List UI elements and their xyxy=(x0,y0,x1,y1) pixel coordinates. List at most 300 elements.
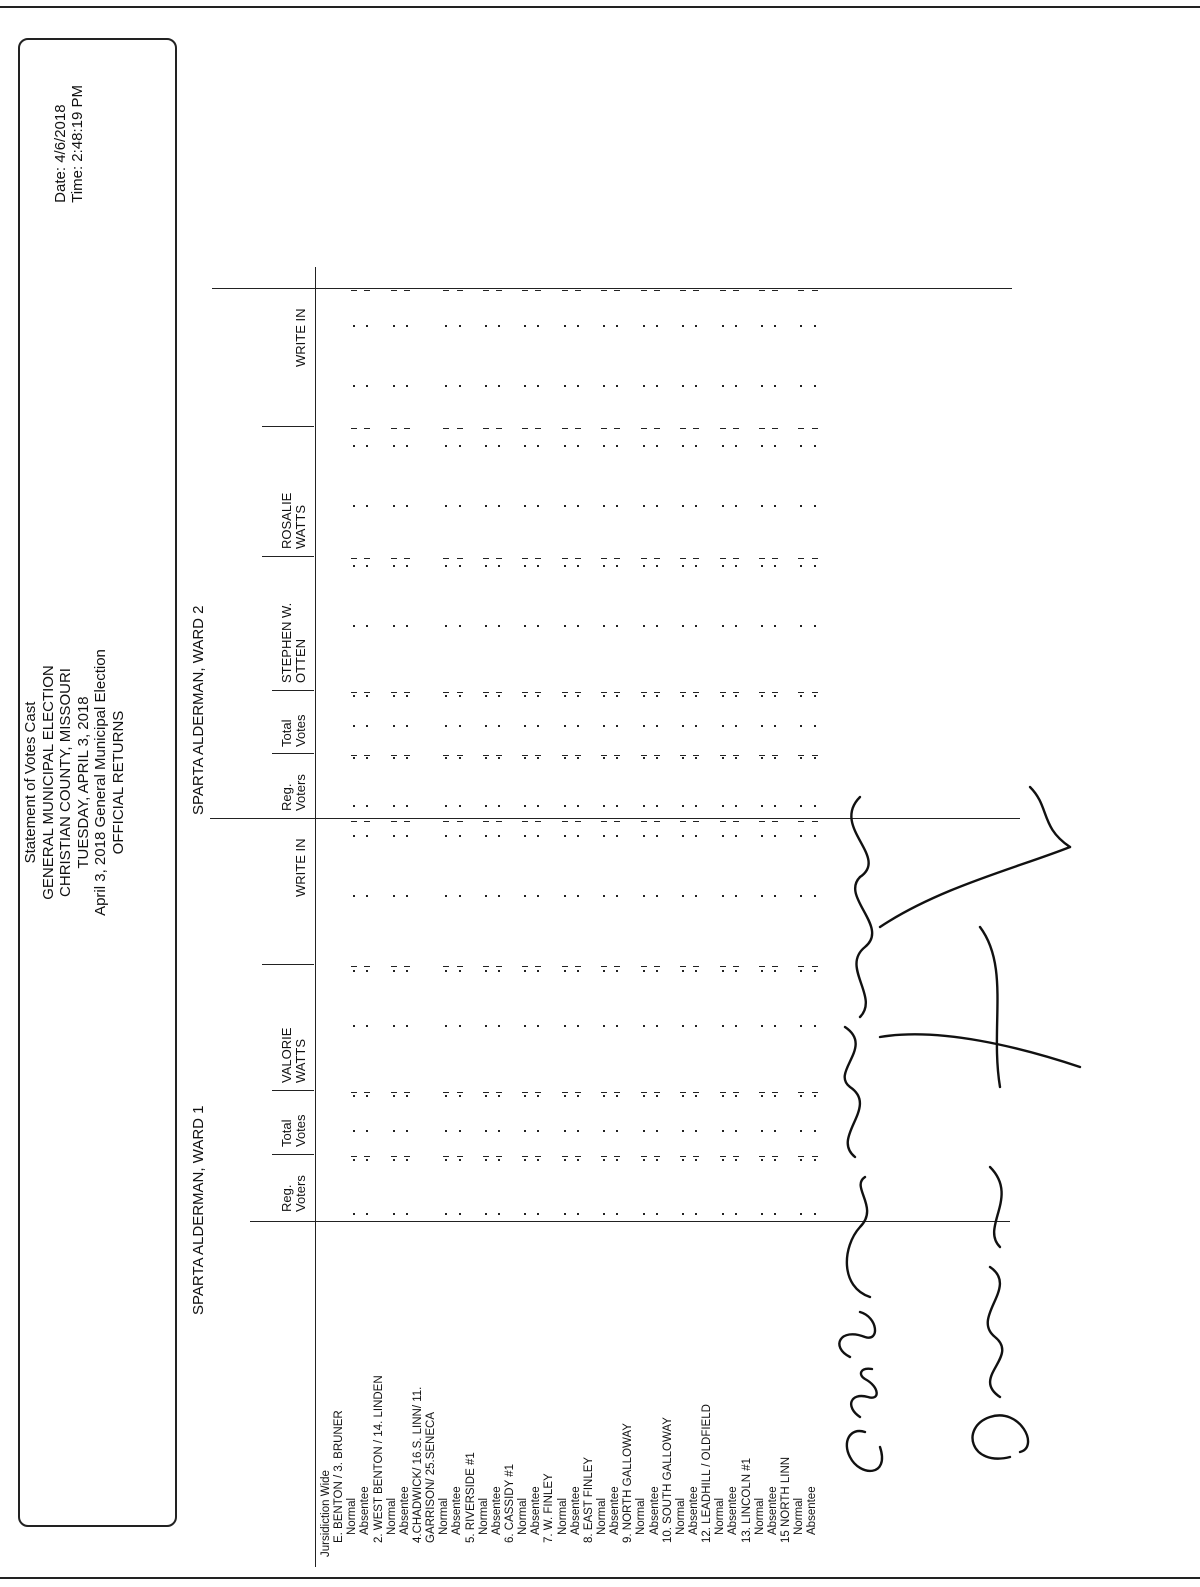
cell-tick xyxy=(364,692,370,693)
cell-tick xyxy=(733,1092,739,1093)
cell-dot xyxy=(656,505,658,507)
cell-dot xyxy=(761,325,763,327)
row-label: GARRISON/ 25.SENECA xyxy=(425,1411,438,1543)
cell-tick xyxy=(522,558,528,559)
cell-dot xyxy=(682,325,684,327)
cell-tick xyxy=(798,428,804,429)
cell-dot xyxy=(603,1095,605,1097)
cell-dot xyxy=(406,625,408,627)
cell-dot xyxy=(695,757,697,759)
cell-dot xyxy=(353,1095,355,1097)
cell-tick xyxy=(443,290,449,291)
cell-tick xyxy=(404,428,410,429)
cell-tick xyxy=(772,1092,778,1093)
cell-tick xyxy=(772,692,778,693)
cell-dot xyxy=(814,970,816,972)
cell-tick xyxy=(733,558,739,559)
cell-tick xyxy=(812,966,818,967)
cell-tick xyxy=(457,1092,463,1093)
cell-dot xyxy=(682,835,684,837)
cell-dot xyxy=(353,970,355,972)
cell-tick xyxy=(733,1156,739,1157)
cell-dot xyxy=(577,325,579,327)
cell-tick xyxy=(457,692,463,693)
cell-dot xyxy=(814,625,816,627)
cell-dot xyxy=(774,1025,776,1027)
cell-tick xyxy=(680,1092,686,1093)
cell-dot xyxy=(682,1130,684,1132)
cell-dot xyxy=(485,695,487,697)
cell-dot xyxy=(814,1025,816,1027)
cell-tick xyxy=(693,558,699,559)
cell-dot xyxy=(616,1213,618,1215)
row-label-sub: Absentee xyxy=(609,1486,622,1535)
cell-tick xyxy=(680,290,686,291)
cell-dot xyxy=(393,757,395,759)
cell-tick xyxy=(693,966,699,967)
cell-tick xyxy=(720,558,726,559)
cell-tick xyxy=(720,966,726,967)
cell-dot xyxy=(735,625,737,627)
cell-tick xyxy=(772,428,778,429)
row-label-sub: Absentee xyxy=(806,1486,819,1535)
cell-tick xyxy=(364,1156,370,1157)
cell-tick xyxy=(364,821,370,822)
cell-dot xyxy=(695,725,697,727)
cell-dot xyxy=(603,1159,605,1161)
cell-tick xyxy=(654,1156,660,1157)
cell-dot xyxy=(393,970,395,972)
cell-dot xyxy=(485,757,487,759)
cell-tick xyxy=(772,1156,778,1157)
cell-dot xyxy=(722,1159,724,1161)
cell-dot xyxy=(800,1095,802,1097)
cell-dot xyxy=(656,757,658,759)
cell-dot xyxy=(524,505,526,507)
cell-tick xyxy=(457,428,463,429)
cell-dot xyxy=(393,625,395,627)
row-label-sub: Normal xyxy=(714,1497,727,1535)
cell-dot xyxy=(524,695,526,697)
cell-tick xyxy=(391,1092,397,1093)
cell-dot xyxy=(761,725,763,727)
cell-tick xyxy=(391,966,397,967)
cell-dot xyxy=(735,505,737,507)
cell-tick xyxy=(759,966,765,967)
cell-dot xyxy=(485,385,487,387)
cell-dot xyxy=(774,725,776,727)
cell-tick xyxy=(562,1092,568,1093)
cell-tick xyxy=(404,821,410,822)
cell-dot xyxy=(564,1130,566,1132)
cell-dot xyxy=(498,1130,500,1132)
cell-dot xyxy=(735,757,737,759)
cell-dot xyxy=(537,1130,539,1132)
cell-tick xyxy=(798,1156,804,1157)
row-label: E. BENTON / 3. BRUNER xyxy=(333,1410,346,1543)
cell-tick xyxy=(759,755,765,756)
cell-dot xyxy=(761,625,763,627)
cell-tick xyxy=(720,1156,726,1157)
cell-tick xyxy=(364,290,370,291)
cell-dot xyxy=(445,325,447,327)
cell-dot xyxy=(656,725,658,727)
cell-tick xyxy=(601,1156,607,1157)
cell-dot xyxy=(800,1213,802,1215)
cell-tick xyxy=(483,558,489,559)
cell-dot xyxy=(761,1159,763,1161)
cell-dot xyxy=(643,505,645,507)
cell-tick xyxy=(522,755,528,756)
cell-dot xyxy=(722,1213,724,1215)
cell-dot xyxy=(682,805,684,807)
cell-dot xyxy=(393,835,395,837)
cell-tick xyxy=(483,290,489,291)
cell-tick xyxy=(693,1092,699,1093)
cell-tick xyxy=(483,821,489,822)
header-line: April 3, 2018 General Municipal Election xyxy=(92,649,109,916)
cell-dot xyxy=(498,895,500,897)
cell-dot xyxy=(735,725,737,727)
cell-dot xyxy=(656,325,658,327)
cell-dot xyxy=(393,805,395,807)
cell-dot xyxy=(656,695,658,697)
cell-dot xyxy=(774,445,776,447)
cell-dot xyxy=(774,1130,776,1132)
cell-dot xyxy=(643,1025,645,1027)
cell-dot xyxy=(603,1213,605,1215)
cell-dot xyxy=(524,725,526,727)
cell-tick xyxy=(522,1092,528,1093)
cell-tick xyxy=(654,821,660,822)
cell-dot xyxy=(445,445,447,447)
cell-tick xyxy=(404,692,410,693)
cell-tick xyxy=(351,1156,357,1157)
row-label: 4.CHADWICK/ 16.S. LINN/ 11. xyxy=(411,1386,424,1543)
cell-dot xyxy=(524,385,526,387)
cell-dot xyxy=(761,385,763,387)
cell-tick xyxy=(457,966,463,967)
cell-tick xyxy=(654,1092,660,1093)
cell-dot xyxy=(656,895,658,897)
cell-dot xyxy=(366,1213,368,1215)
cell-dot xyxy=(603,805,605,807)
cell-dot xyxy=(406,385,408,387)
row-label-sub: Normal xyxy=(438,1497,451,1535)
cell-dot xyxy=(643,385,645,387)
cell-tick xyxy=(680,692,686,693)
cell-dot xyxy=(603,1025,605,1027)
cell-dot xyxy=(695,1095,697,1097)
cell-tick xyxy=(601,290,607,291)
cell-tick xyxy=(562,966,568,967)
cell-tick xyxy=(680,1156,686,1157)
cell-tick xyxy=(575,1156,581,1157)
cell-dot xyxy=(616,835,618,837)
cell-dot xyxy=(366,757,368,759)
cell-dot xyxy=(537,385,539,387)
cell-dot xyxy=(564,895,566,897)
cell-tick xyxy=(614,1156,620,1157)
cell-dot xyxy=(537,725,539,727)
cell-dot xyxy=(814,1213,816,1215)
cell-dot xyxy=(366,445,368,447)
cell-dot xyxy=(800,835,802,837)
cell-tick xyxy=(443,821,449,822)
cell-dot xyxy=(735,325,737,327)
cell-dot xyxy=(695,970,697,972)
cell-dot xyxy=(814,805,816,807)
cell-dot xyxy=(406,565,408,567)
report-timestamp xyxy=(52,85,86,203)
cell-dot xyxy=(485,1095,487,1097)
cell-dot xyxy=(393,1213,395,1215)
cell-tick xyxy=(693,428,699,429)
cell-dot xyxy=(537,757,539,759)
cell-dot xyxy=(682,445,684,447)
cell-dot xyxy=(406,970,408,972)
cell-dot xyxy=(800,725,802,727)
cell-tick xyxy=(812,1156,818,1157)
cell-tick xyxy=(759,290,765,291)
cell-dot xyxy=(603,835,605,837)
cell-dot xyxy=(761,1213,763,1215)
cell-dot xyxy=(393,385,395,387)
cell-dot xyxy=(800,1130,802,1132)
cell-tick xyxy=(601,558,607,559)
cell-tick xyxy=(680,428,686,429)
cell-dot xyxy=(722,970,724,972)
cell-tick xyxy=(680,821,686,822)
cell-dot xyxy=(735,565,737,567)
cell-dot xyxy=(459,1159,461,1161)
cell-tick xyxy=(614,966,620,967)
cell-tick xyxy=(535,692,541,693)
cell-tick xyxy=(772,290,778,291)
cell-dot xyxy=(353,695,355,697)
cell-dot xyxy=(406,695,408,697)
cell-dot xyxy=(445,695,447,697)
cell-dot xyxy=(603,757,605,759)
cell-tick xyxy=(654,428,660,429)
cell-tick xyxy=(535,755,541,756)
cell-tick xyxy=(351,1092,357,1093)
row-label-sub: Absentee xyxy=(687,1486,700,1535)
row-label: 8. EAST FINLEY xyxy=(582,1456,595,1543)
col-separator xyxy=(262,556,314,557)
cell-dot xyxy=(537,695,539,697)
cell-dot xyxy=(366,325,368,327)
cell-dot xyxy=(774,835,776,837)
cell-dot xyxy=(537,505,539,507)
cell-dot xyxy=(722,1095,724,1097)
cell-dot xyxy=(774,1213,776,1215)
cell-dot xyxy=(722,385,724,387)
cell-dot xyxy=(761,1025,763,1027)
cell-dot xyxy=(695,565,697,567)
cell-tick xyxy=(575,821,581,822)
cell-dot xyxy=(498,835,500,837)
cell-tick xyxy=(720,1092,726,1093)
cell-dot xyxy=(682,970,684,972)
cell-dot xyxy=(393,1159,395,1161)
cell-tick xyxy=(391,1156,397,1157)
cell-dot xyxy=(682,625,684,627)
cell-tick xyxy=(351,821,357,822)
cell-dot xyxy=(524,895,526,897)
cell-tick xyxy=(641,821,647,822)
cell-dot xyxy=(459,625,461,627)
cell-tick xyxy=(759,821,765,822)
cell-dot xyxy=(353,625,355,627)
row-label-sub: Normal xyxy=(346,1497,359,1535)
cell-dot xyxy=(814,1130,816,1132)
cell-dot xyxy=(498,565,500,567)
cell-dot xyxy=(577,1095,579,1097)
cell-tick xyxy=(535,290,541,291)
cell-dot xyxy=(577,695,579,697)
cell-tick xyxy=(575,558,581,559)
cell-dot xyxy=(774,970,776,972)
cell-dot xyxy=(735,805,737,807)
cell-dot xyxy=(524,1095,526,1097)
cell-dot xyxy=(656,565,658,567)
cell-dot xyxy=(656,1095,658,1097)
cell-dot xyxy=(656,1025,658,1027)
cell-dot xyxy=(656,445,658,447)
cell-dot xyxy=(616,895,618,897)
cell-dot xyxy=(459,1213,461,1215)
cell-tick xyxy=(483,1092,489,1093)
cell-dot xyxy=(800,895,802,897)
cell-dot xyxy=(682,1025,684,1027)
cell-tick xyxy=(733,428,739,429)
cell-dot xyxy=(459,565,461,567)
cell-tick xyxy=(522,821,528,822)
cell-tick xyxy=(575,290,581,291)
row-label-sub: Normal xyxy=(635,1497,648,1535)
cell-dot xyxy=(459,895,461,897)
cell-dot xyxy=(459,505,461,507)
cell-dot xyxy=(643,757,645,759)
cell-dot xyxy=(761,1095,763,1097)
cell-dot xyxy=(485,505,487,507)
cell-dot xyxy=(353,725,355,727)
cell-tick xyxy=(483,1156,489,1157)
cell-dot xyxy=(445,757,447,759)
cell-dot xyxy=(603,725,605,727)
cell-tick xyxy=(522,428,528,429)
col-head-write-in-ward-1: WRITE IN xyxy=(293,838,308,897)
cell-dot xyxy=(537,805,539,807)
cell-dot xyxy=(761,970,763,972)
cell-dot xyxy=(445,970,447,972)
cell-tick xyxy=(798,558,804,559)
cell-dot xyxy=(524,445,526,447)
cell-dot xyxy=(564,695,566,697)
cell-dot xyxy=(800,505,802,507)
cell-dot xyxy=(485,325,487,327)
cell-dot xyxy=(695,1213,697,1215)
cell-tick xyxy=(641,1156,647,1157)
row-label-sub: Absentee xyxy=(766,1486,779,1535)
cell-tick xyxy=(812,428,818,429)
cell-tick xyxy=(614,428,620,429)
row-label-sub: Normal xyxy=(556,1497,569,1535)
col-separator xyxy=(272,690,314,691)
cell-dot xyxy=(643,565,645,567)
cell-tick xyxy=(443,1156,449,1157)
row-label: 7. W. FINLEY xyxy=(543,1473,556,1543)
cell-tick xyxy=(614,821,620,822)
cell-dot xyxy=(814,1159,816,1161)
header-title-block xyxy=(22,40,127,1525)
cell-dot xyxy=(564,1025,566,1027)
cell-tick xyxy=(562,821,568,822)
cell-dot xyxy=(445,565,447,567)
cell-dot xyxy=(603,895,605,897)
cell-dot xyxy=(406,1095,408,1097)
cell-dot xyxy=(445,1130,447,1132)
cell-dot xyxy=(616,325,618,327)
cell-tick xyxy=(496,428,502,429)
cell-tick xyxy=(483,755,489,756)
cell-dot xyxy=(445,835,447,837)
cell-dot xyxy=(485,970,487,972)
cell-dot xyxy=(366,1095,368,1097)
col-head-write-in-ward-2: WRITE IN xyxy=(293,308,308,367)
cell-dot xyxy=(577,835,579,837)
cell-dot xyxy=(577,1025,579,1027)
cell-dot xyxy=(695,445,697,447)
cell-dot xyxy=(800,695,802,697)
cell-dot xyxy=(524,1213,526,1215)
cell-dot xyxy=(814,445,816,447)
cell-dot xyxy=(695,695,697,697)
cell-dot xyxy=(735,1159,737,1161)
cell-dot xyxy=(682,1213,684,1215)
cell-tick xyxy=(391,558,397,559)
cell-dot xyxy=(459,970,461,972)
cell-tick xyxy=(812,821,818,822)
report-time: Time: 2:48:19 PM xyxy=(69,85,86,203)
cell-dot xyxy=(366,385,368,387)
cell-dot xyxy=(800,1025,802,1027)
cell-dot xyxy=(445,385,447,387)
cell-tick xyxy=(693,692,699,693)
cell-tick xyxy=(759,692,765,693)
cell-dot xyxy=(577,805,579,807)
cell-dot xyxy=(459,1025,461,1027)
cell-tick xyxy=(641,692,647,693)
cell-tick xyxy=(535,428,541,429)
cell-dot xyxy=(735,1095,737,1097)
cell-dot xyxy=(353,1213,355,1215)
cell-dot xyxy=(616,695,618,697)
cell-dot xyxy=(643,1159,645,1161)
cell-dot xyxy=(603,445,605,447)
cell-dot xyxy=(774,1159,776,1161)
cell-tick xyxy=(496,290,502,291)
col-head-valorie-watts: VALORIE WATTS xyxy=(279,1027,308,1083)
cell-dot xyxy=(577,895,579,897)
cell-dot xyxy=(366,695,368,697)
cell-tick xyxy=(443,966,449,967)
cell-tick xyxy=(654,755,660,756)
cell-dot xyxy=(564,445,566,447)
cell-dot xyxy=(564,725,566,727)
row-label-sub: Absentee xyxy=(359,1486,372,1535)
